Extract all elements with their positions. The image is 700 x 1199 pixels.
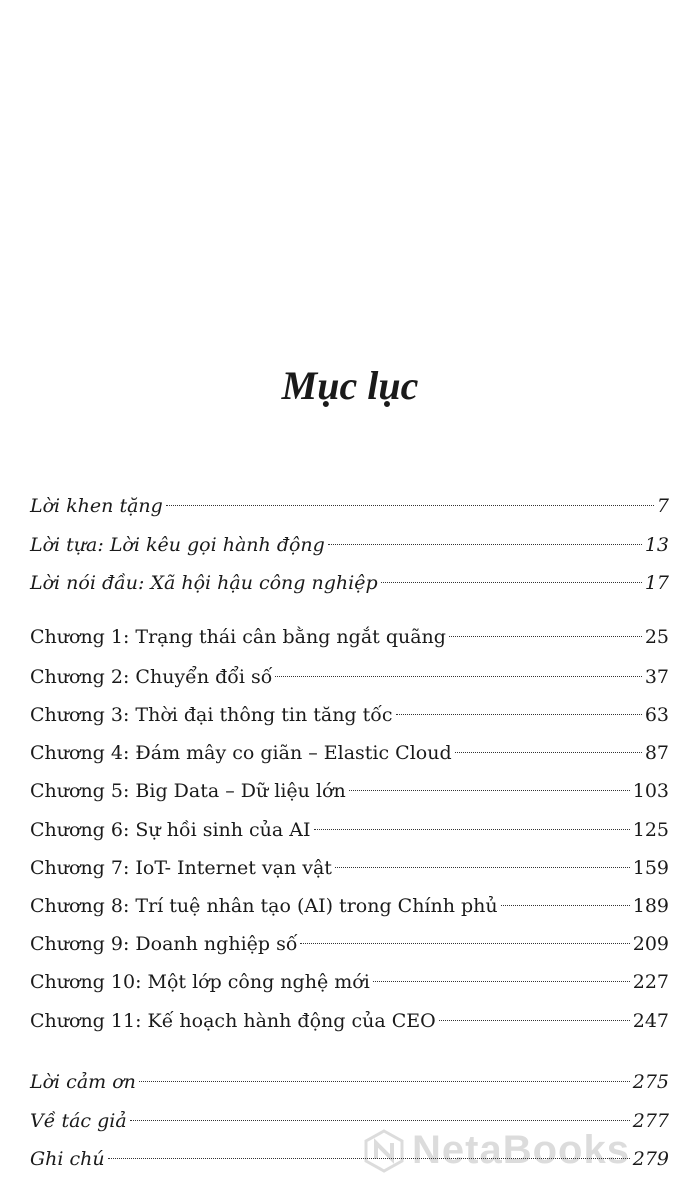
toc-entry-chapter-10[interactable]: [30, 964, 669, 1000]
toc-page-number: 13: [644, 534, 669, 556]
toc-leader-dots: [335, 867, 630, 868]
toc-label: Chương 6: Sự hồi sinh của AI: [30, 819, 311, 841]
toc-label: Chương 5: Big Data – Dữ liệu lớn: [30, 780, 346, 802]
toc-page-number: 279: [632, 1148, 669, 1170]
toc-leader-dots: [314, 829, 630, 830]
toc-page-number: 275: [632, 1071, 669, 1093]
toc-label: Chương 2: Chuyển đổi số: [30, 666, 273, 688]
toc-page-number: 227: [632, 971, 669, 993]
page-title: Mục lục: [281, 362, 419, 408]
toc-leader-dots: [449, 636, 642, 637]
toc-entry-acknowledgements[interactable]: [30, 1064, 669, 1100]
toc-page-number: 247: [632, 1010, 669, 1032]
toc-page-number: 125: [632, 819, 669, 841]
toc-page-number: 25: [644, 626, 669, 648]
toc-leader-dots: [300, 943, 629, 944]
toc-label: Lời khen tặng: [30, 495, 163, 517]
toc-leader-dots: [373, 981, 630, 982]
toc-label: Ghi chú: [30, 1148, 105, 1170]
toc-label: Chương 4: Đám mây co giãn – Elastic Cloud: [30, 742, 452, 764]
toc-leader-dots: [439, 1020, 630, 1021]
toc-entry-chapter-8[interactable]: [30, 888, 669, 924]
toc-page-number: 189: [632, 895, 669, 917]
toc-leader-dots: [139, 1081, 630, 1082]
toc-leader-dots: [166, 505, 654, 506]
toc-label: Lời tựa: Lời kêu gọi hành động: [30, 534, 325, 556]
toc-entry-chapter-6[interactable]: [30, 812, 669, 848]
toc-page-number: 277: [632, 1110, 669, 1132]
toc-label: Lời cảm ơn: [30, 1071, 136, 1093]
watermark: [362, 1128, 630, 1173]
toc-label: Chương 8: Trí tuệ nhân tạo (AI) trong Chính phủ: [30, 895, 498, 917]
toc-leader-dots: [130, 1120, 630, 1121]
toc-leader-dots: [455, 752, 642, 753]
toc-entry-chapter-3[interactable]: [30, 697, 669, 733]
toc-entry-chapter-2[interactable]: [30, 659, 669, 695]
toc-page-number: 7: [656, 495, 669, 517]
toc-label: Lời nói đầu: Xã hội hậu công nghiệp: [30, 572, 378, 594]
toc-leader-dots: [275, 676, 641, 677]
toc-page-number: 17: [644, 572, 669, 594]
toc-page-number: 87: [644, 742, 669, 764]
toc-page-number: 159: [632, 857, 669, 879]
toc-leader-dots: [381, 582, 642, 583]
toc-label: Chương 1: Trạng thái cân bằng ngắt quãng: [30, 626, 446, 648]
toc-label: Chương 7: IoT- Internet vạn vật: [30, 857, 332, 879]
toc-entry-chapter-4[interactable]: [30, 735, 669, 771]
toc-entry-chapter-1[interactable]: [30, 619, 669, 655]
toc-page-number: 63: [644, 704, 669, 726]
toc-page-number: 103: [632, 780, 669, 802]
toc-label: Về tác giả: [30, 1110, 127, 1132]
toc-leader-dots: [328, 544, 642, 545]
toc-label: Chương 10: Một lớp công nghệ mới: [30, 971, 370, 993]
toc-entry-foreword[interactable]: [30, 527, 669, 563]
toc-label: Chương 3: Thời đại thông tin tăng tốc: [30, 704, 393, 726]
toc-entry-chapter-11[interactable]: [30, 1003, 669, 1039]
toc-leader-dots: [349, 790, 630, 791]
toc-entry-chapter-9[interactable]: [30, 926, 669, 962]
toc-leader-dots: [501, 905, 630, 906]
toc-label: Chương 9: Doanh nghiệp số: [30, 933, 298, 955]
toc-entry-chapter-7[interactable]: [30, 850, 669, 886]
toc-label: Chương 11: Kế hoạch hành động của CEO: [30, 1010, 436, 1032]
netabooks-logo-icon: [362, 1129, 406, 1173]
toc-leader-dots: [396, 714, 642, 715]
toc-entry-preface[interactable]: [30, 565, 669, 601]
toc-page-number: 209: [632, 933, 669, 955]
watermark-text: NetaBooks: [412, 1128, 630, 1172]
toc-entry-chapter-5[interactable]: [30, 773, 669, 809]
toc-entry-praise[interactable]: [30, 488, 669, 524]
toc-page-number: 37: [644, 666, 669, 688]
